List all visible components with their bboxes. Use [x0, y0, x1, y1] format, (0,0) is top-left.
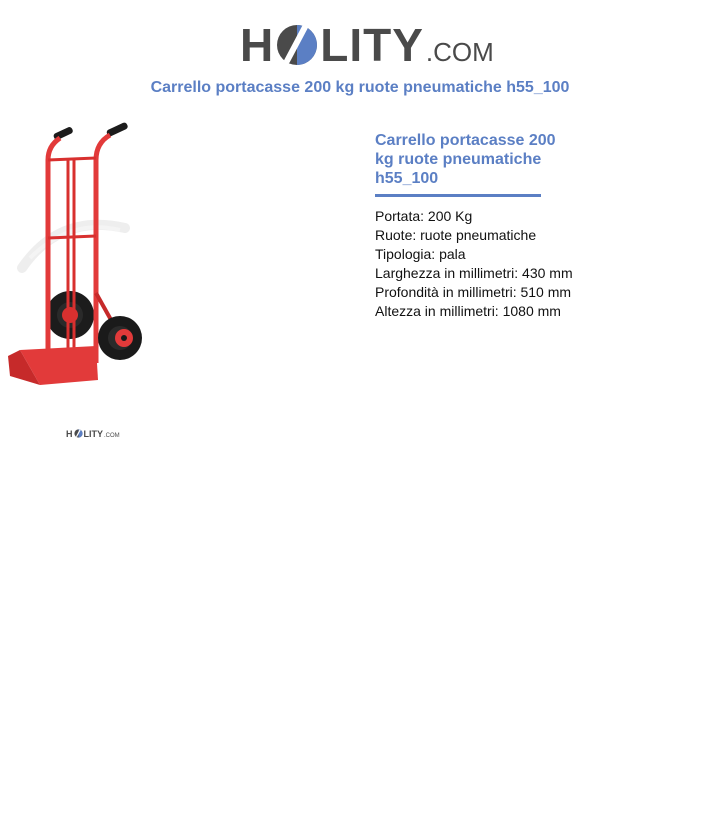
logo-wordmark [240, 19, 494, 71]
spec-wheels: Ruote: ruote pneumatiche [375, 227, 537, 243]
product-image [0, 118, 180, 408]
small-logo-letters: LITY [83, 429, 103, 439]
product-title: Carrello portacasse 200 kg ruote pneumatiche h55_100 [375, 132, 556, 187]
small-logo-o-icon [74, 429, 83, 438]
small-logo-h: H [66, 429, 73, 439]
spec-height: Altezza in millimetri: 1080 mm [375, 303, 561, 319]
logo-letter-h: H [240, 19, 275, 71]
spec-capacity: Portata: 200 Kg [375, 208, 473, 224]
title-divider [375, 194, 541, 197]
small-logo [66, 429, 120, 439]
spec-list [375, 207, 675, 321]
logo-letters: LITY [320, 19, 424, 71]
page-title: Carrello portacasse 200 kg ruote pneumatiche h55_100 [150, 79, 570, 96]
site-logo[interactable] [240, 12, 494, 71]
logo-o-icon [275, 23, 319, 67]
small-logo-suffix: .COM [104, 433, 120, 439]
spec-depth: Profondità in millimetri: 510 mm [375, 284, 572, 300]
logo-suffix: .COM [425, 37, 494, 67]
product-details [375, 131, 675, 321]
spec-width: Larghezza in millimetri: 430 mm [375, 265, 573, 281]
spec-type: Tipologia: pala [375, 246, 466, 262]
